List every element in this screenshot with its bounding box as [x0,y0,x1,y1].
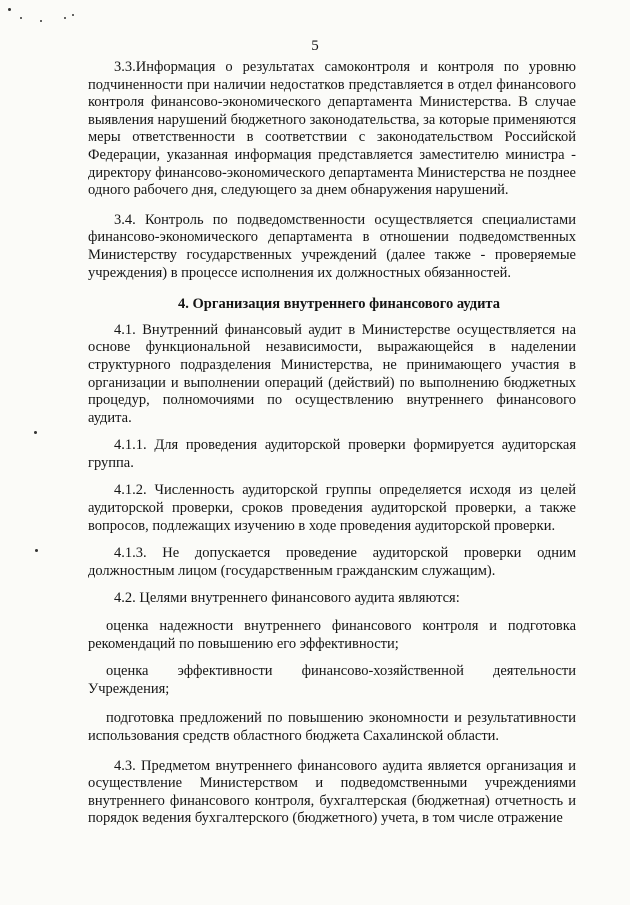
paragraph-3-4: 3.4. Контроль по подведомственности осуществляется специалистами финансово-экономического департамента в отношении подведомственных Министерству государственных учреждений (далее также - проверяемые учреждения) в процессе исполнения их должностных обязанностей. [88,211,576,281]
scan-speck [40,20,42,22]
paragraph-4-1: 4.1. Внутренний финансовый аудит в Министерстве осуществляется на основе функциональной независимости, выражающейся в наделении структурного подразделения Министерства, не принимающего участия в организации и выполнении операций (действий) по выполнению бюджетных процедур, полномочиями по осуществлению внутреннего финансового аудита. [88,321,576,426]
paragraph-4-3: 4.3. Предметом внутреннего финансового аудита является организация и осуществление Министерством и подведомственными учреждениями внутреннего финансового контроля, бухгалтерская (бюджетная) отчетность и порядок ведения бухгалтерского (бюджетного) учета, в том числе отражение [88,757,576,827]
paragraph-4-1-2: 4.1.2. Численность аудиторской группы определяется исходя из целей аудиторской проверки, сроков проведения аудиторской проверки, а также вопросов, подлежащих изучению в ходе проведения аудиторской проверки. [88,482,576,534]
scan-speck [72,14,74,16]
scan-speck [34,431,37,434]
paragraph-4-1-1: 4.1.1. Для проведения аудиторской проверки формируется аудиторская группа. [88,437,576,471]
document-body [88,59,576,828]
scan-speck [8,8,11,11]
paragraph-3-3: 3.3.Информация о результатах самоконтроля и контроля по уровню подчиненности при наличии недостатков представляется в отдел финансового контроля финансово-экономического департамента Министерства. В случае выявления нарушений бюджетного законодательства, за которые применяются меры ответственности в соответствии с законодательством Российской Федерации, указанная информация представляется заместителю министра - директору финансово-экономического департамента Министерства не позднее одного рабочего дня, следующего за днем обнаружения нарушений. [88,59,576,199]
paragraph-4-1-3: 4.1.3. Не допускается проведение аудиторской проверки одним должностным лицом (государственным гражданским служащим). [88,545,576,579]
paragraph-4-2: 4.2. Целями внутреннего финансового аудита являются: [114,590,460,607]
goal-item-1: оценка надежности внутреннего финансового контроля и подготовка рекомендаций по повышению его эффективности; [88,618,576,652]
scan-speck [35,549,38,552]
goal-item-2: оценка эффективности финансово-хозяйственной деятельности Учреждения; [88,663,576,697]
scan-speck [20,17,22,19]
goal-item-3: подготовка предложений по повышению экономности и результативности использования средств областного бюджета Сахалинской области. [88,710,576,744]
page-number: 5 [311,38,319,54]
section-4-heading: 4. Организация внутреннего финансового аудита [178,296,500,313]
scan-speck [64,17,66,19]
